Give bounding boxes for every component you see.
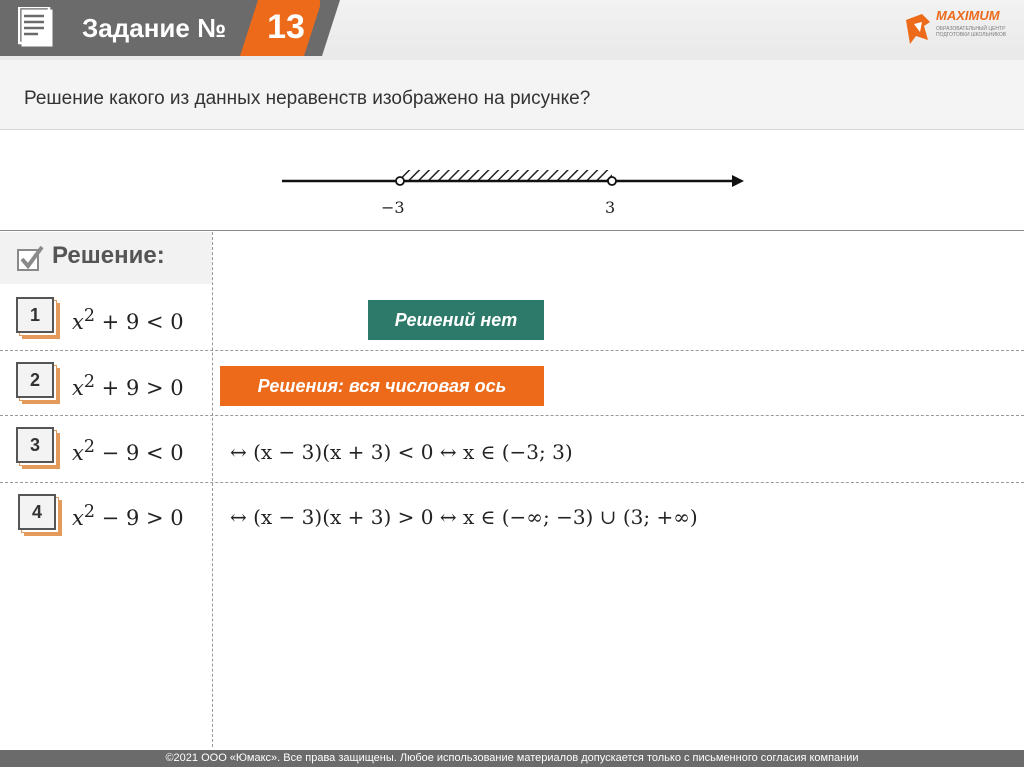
checkbox-icon [16,244,44,272]
tick-label-3: 3 [605,198,616,217]
grid-top-border [0,230,1024,231]
option-1-number: 1 [16,297,54,333]
option-4-derivation: ↔ (x − 3)(x + 3) > 0 ↔ x ∈ (−∞; −3) ∪ (3; +∞) [230,505,698,529]
left-open-point [396,177,404,185]
option-2-inequality: $x^2 + 9 > 0$ [72,372,184,400]
option-2-number: 2 [16,362,54,398]
option-3-derivation: ↔ (x − 3)(x + 3) < 0 ↔ x ∈ (−3; 3) [230,440,573,464]
option-4-inequality: $x^2 - 9 > 0$ [72,502,184,530]
option-1-badge [16,297,60,339]
axis-arrow [732,175,744,187]
option-1-inequality: $x^2 + 9 < 0$ [72,306,184,334]
right-open-point [608,177,616,185]
task-title: Задание № [82,13,227,43]
tick-label-minus-3: −3 [381,198,405,217]
row-divider [0,350,1024,351]
task-number: 13 [267,8,305,46]
copyright-footer: ©2021 ООО «Юмакс». Все права защищены. Любое использование материалов допускается только с письменного согласия компании [0,750,1024,767]
logo-subtitle: ОБРАЗОВАТЕЛЬНЫЙ ЦЕНТР ПОДГОТОВКИ ШКОЛЬНИКОВ [936,26,1007,38]
answer-no-solutions: Решений нет [368,300,544,340]
option-3-number: 3 [16,427,54,463]
solution-hatch [400,170,612,181]
row-divider [0,482,1024,483]
column-divider [212,232,213,747]
option-4-number: 4 [18,494,56,530]
number-line [270,150,760,225]
solution-title: Решение: [52,242,165,269]
document-icon [18,7,58,49]
question-text: Решение какого из данных неравенств изображено на рисунке? [24,88,591,109]
option-2-badge [16,362,60,404]
option-3-inequality: $x^2 - 9 < 0$ [72,437,184,465]
answer-all-real: Решения: вся числовая ось [220,366,544,406]
row-divider [0,415,1024,416]
option-4-badge [18,494,62,536]
option-3-badge [16,427,60,469]
logo-wordmark: MAXIMUM [936,8,1000,23]
